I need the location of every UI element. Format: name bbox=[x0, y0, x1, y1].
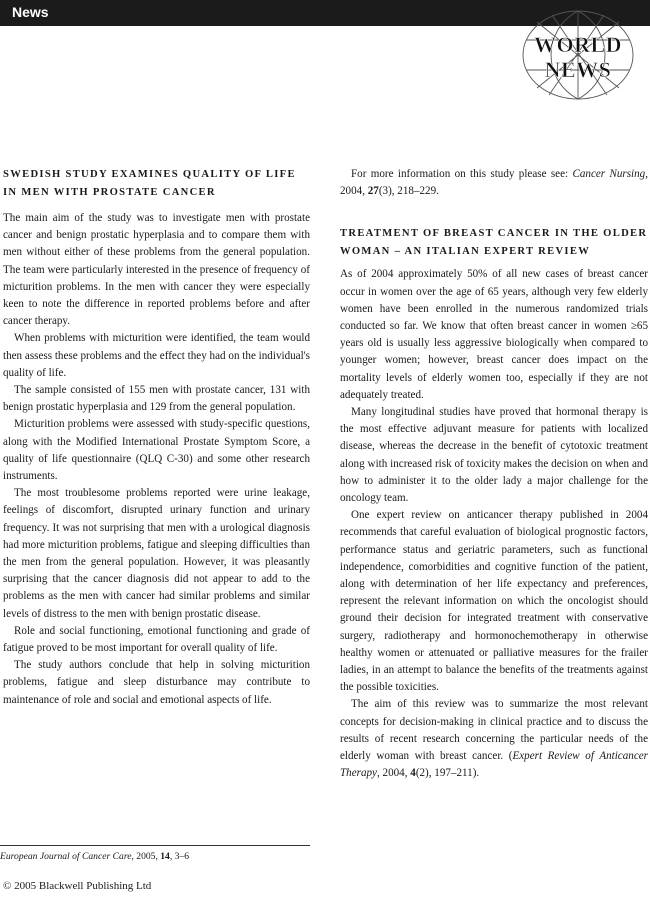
more-info-year: , 2004, bbox=[340, 168, 648, 198]
last-paragraph-journal: Expert Review of Anticancer Therapy bbox=[340, 750, 648, 780]
article1-paragraph: Role and social functioning, emotional functioning and grade of fatigue proved to be most important for overall quality of life. bbox=[3, 624, 310, 655]
logo-word-news: NEWS bbox=[544, 57, 612, 82]
more-info-volume: 27 bbox=[367, 185, 379, 198]
journal-citation bbox=[0, 851, 189, 862]
logo-word-world: WORLD bbox=[533, 32, 623, 57]
article1-paragraph: The most troublesome problems reported were urine leakage, feelings of discomfort, disrupted urinary function and urinary frequency. It was not surprising that men with a urological diagnosis had more micturition problems, fatigue and sleeping difficulties than the men from the general population. However, it was pleasantly surprising that the cancer diagnosis did not appear to add to the problems as the men with cancer had similar problems and similar levels of distress to the men with benign prostatic disease. bbox=[3, 487, 310, 620]
footer-pages: , 3–6 bbox=[169, 851, 190, 862]
footer-divider bbox=[0, 845, 310, 846]
article1-paragraph: The main aim of the study was to investigate men with prostate cancer and benign prostatic hyperplasia and to compare them with men without either of these problems from the general population. The team were particularly interested in the presence of frequency of micturition problems. In the men with cancer they were especially keen to note the difference in reported problems before and after cancer therapy. bbox=[3, 212, 310, 328]
more-info-journal: Cancer Nursing bbox=[572, 168, 646, 180]
article1-heading: SWEDISH STUDY EXAMINES QUALITY OF LIFE IN MEN WITH PROSTATE CANCER bbox=[3, 169, 296, 198]
article2-heading: TREATMENT OF BREAST CANCER IN THE OLDER WOMAN – AN ITALIAN EXPERT REVIEW bbox=[340, 228, 648, 257]
article2-paragraph: Many longitudinal studies have proved that hormonal therapy is the most effective adjuvant measure for patients with localized disease, whereas the decrease in the benefit of cytotoxic treatment along with increased risk of toxicity makes the decision on when and how to administer it to the older lady a major challenge for the oncology team. bbox=[340, 406, 648, 505]
section-label: News bbox=[12, 4, 49, 20]
copyright-notice: © 2005 Blackwell Publishing Ltd bbox=[3, 880, 152, 892]
right-column bbox=[340, 166, 648, 783]
more-info-prefix: For more information on this study please see: bbox=[351, 168, 573, 180]
world-news-logo bbox=[522, 10, 634, 100]
footer-volume: 14 bbox=[160, 851, 170, 862]
last-paragraph-year: , 2004, bbox=[376, 767, 411, 780]
article1-paragraph: When problems with micturition were identified, the team would then assess these problems and the effect they had on the individual's quality of life. bbox=[3, 332, 310, 379]
last-paragraph-text: The aim of this review was to summarize the most relevant concepts for decision-making in clinical practice and to discuss the results of recent research concerning the particular needs of the elderly woman with breast cancer. ( bbox=[340, 698, 648, 763]
footer-year: , 2005, bbox=[131, 851, 161, 862]
article2-last-paragraph bbox=[340, 696, 648, 782]
article1-paragraph: Micturition problems were assessed with study-specific questions, along with the Modified International Prostate Symptom Score, a quality of life questionnaire (QLQ C-30) and some other research instruments. bbox=[3, 418, 310, 483]
article1-more-info bbox=[340, 166, 648, 200]
article2-paragraph: As of 2004 approximately 50% of all new cases of breast cancer occur in women over the age of 65 years, although very few elderly women have been enrolled in the numerous randomized trials conducted so far. We know that often breast cancer in women ≥65 years old is usually less aggressive biologically when compared to younger women; however, breast cancer does impact on the mortality levels of elderly women too, especially if they are not adequately treated. bbox=[340, 268, 648, 401]
last-paragraph-pages: (2), 197–211). bbox=[415, 767, 480, 780]
more-info-pages: (3), 218–229. bbox=[378, 185, 439, 198]
article1-paragraph: The sample consisted of 155 men with prostate cancer, 131 with benign prostatic hyperplasia and 129 from the general population. bbox=[3, 384, 310, 414]
article1-paragraph: The study authors conclude that help in solving micturition problems, fatigue and sleep disturbance may contribute to maintenance of role and social and emotional aspects of life. bbox=[3, 659, 310, 706]
footer-journal: European Journal of Cancer Care bbox=[0, 851, 132, 862]
last-paragraph-volume: 4 bbox=[410, 767, 416, 780]
article2-paragraph: One expert review on anticancer therapy published in 2004 recommends that careful evaluation of biological prognostic factors, performance status and geriatric parameters, such as functional independence, comorbidities and cognitive function of the patient, along with determination of her life expectancy and preferences, represent the relevant information on which the oncologist should ground their decision for integrated treatment with conservative surgery, radiotherapy and hormonochemotherapy in otherwise healthy women or attenuated or palliative measures for the frailer ladies, in an attempt to balance the benefits of the treatments against the possible toxicities. bbox=[340, 509, 648, 694]
left-column bbox=[3, 166, 310, 709]
